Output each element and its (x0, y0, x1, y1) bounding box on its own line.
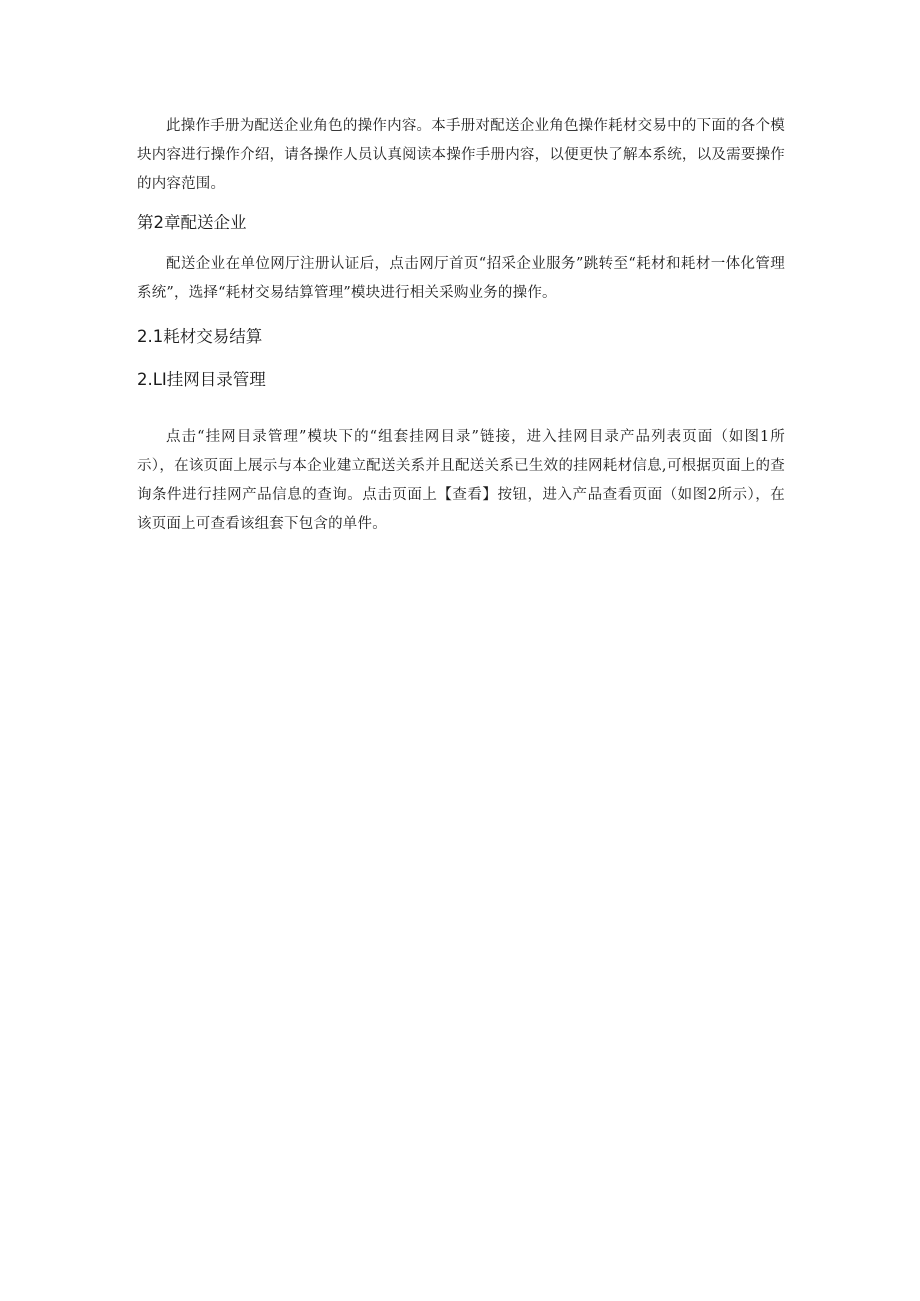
chapter-heading: 第2章配送企业 (137, 213, 247, 232)
section-heading: 2.1耗材交易结算 (137, 327, 263, 346)
subsection-paragraph: 点击“挂网目录管理”模块下的“组套挂网目录”链接，进入挂网目录产品列表页面（如图1所示），在该页面上展示与本企业建立配送关系并且配送关系已生效的挂网耗材信息,可根据页面上的查询条件进行挂网产品信息的查询。点击页面上【查看】按钮，进入产品查看页面（如图2所示），在该页面上可查看该组套下包含的单件。 (137, 429, 785, 532)
document-body (137, 112, 785, 539)
chapter-paragraph: 配送企业在单位网厅注册认证后，点击网厅首页“招采企业服务”跳转至“耗材和耗材一体化管理系统”，选择“耗材交易结算管理”模块进行相关采购业务的操作。 (137, 256, 785, 301)
intro-paragraph: 此操作手册为配送企业角色的操作内容。本手册对配送企业角色操作耗材交易中的下面的各个模块内容进行操作介绍，请各操作人员认真阅读本操作手册内容，以便更快了解本系统，以及需要操作的内容范围。 (137, 118, 785, 192)
subsection-heading: 2.LI挂网目录管理 (137, 370, 266, 389)
